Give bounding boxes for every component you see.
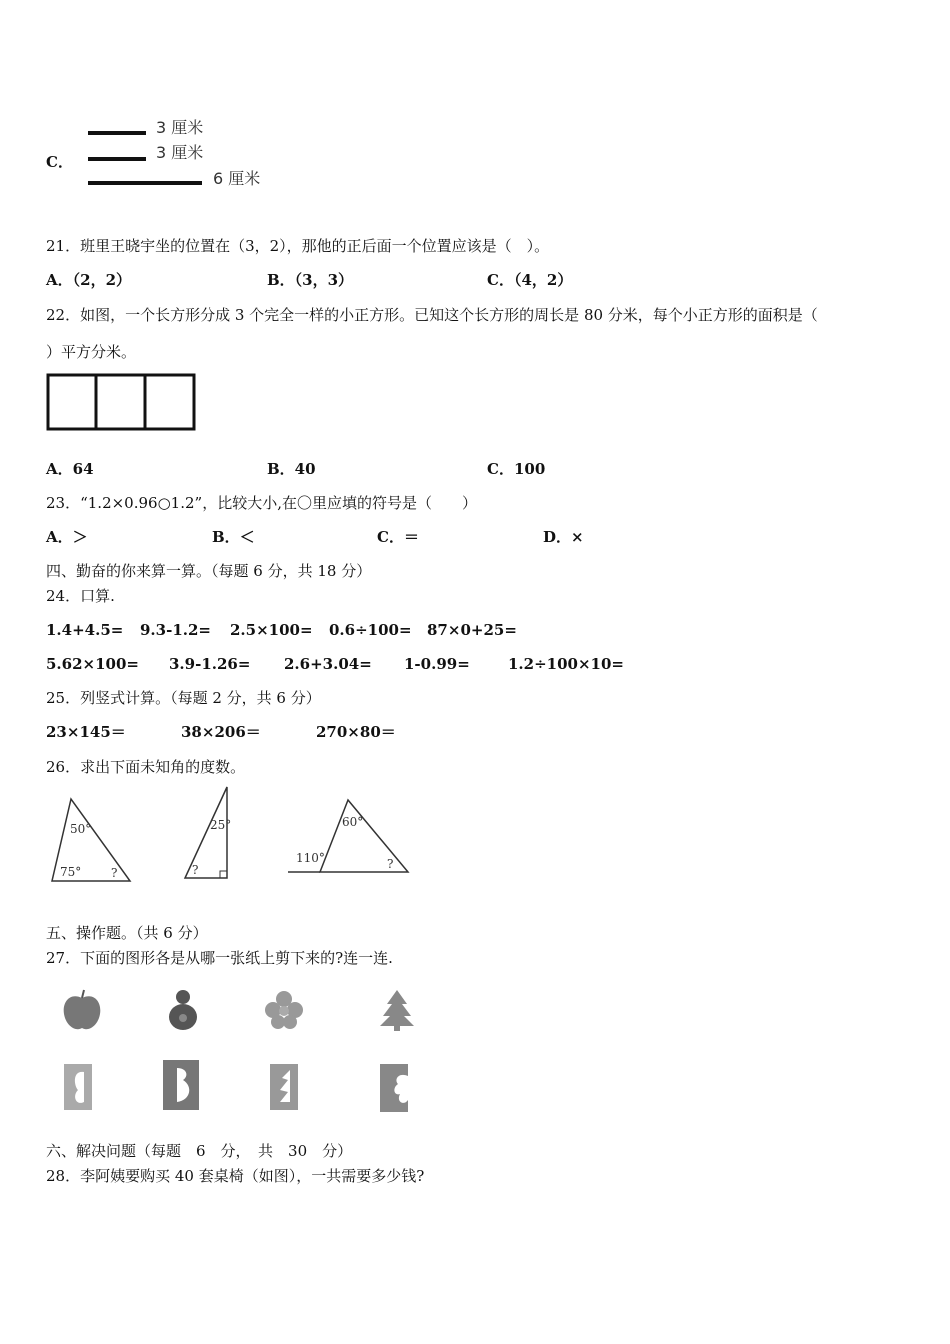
tri3-exterior-angle: 110° [296,851,325,865]
q21-option-c[interactable]: C．（4，2） [487,271,573,289]
q20-option-c-label: C． [46,153,73,171]
q24-item: 2.5×100= [230,621,313,639]
tri3-unknown: ? [387,857,394,871]
q28-stem: 28．李阿姨要购买 40 套桌椅（如图），一共需要多少钱? [46,1167,425,1185]
q22-option-a[interactable]: A．64 [46,460,94,478]
q21-option-a[interactable]: A．（2，2） [46,271,132,289]
section5-title: 五、操作题。（共 6 分） [46,924,208,942]
segment-6cm [88,181,202,185]
q24-item: 9.3-1.2= [140,621,211,639]
tri1-unknown: ? [111,866,118,880]
section4-title: 四、勤奋的你来算一算。（每题 6 分，共 18 分） [46,562,372,580]
section6-title: 六、解决问题（每题 6 分， 共 30 分） [46,1142,353,1160]
q24-item: 3.9-1.26= [169,655,251,673]
q21-option-b[interactable]: B．（3，3） [267,271,354,289]
q21-stem: 21．班里王晓宇坐的位置在（3，2），那他的正后面一个位置应该是（ ）。 [46,237,550,255]
segment-3cm-b [88,157,146,161]
q24-item: 1.2÷100×10= [508,655,624,673]
gourd-shape [166,985,200,1033]
q24-item: 1.4+4.5= [46,621,124,639]
q24-item: 87×0+25= [427,621,517,639]
q23-stem: 23．“1.2×0.96○1.2”，比较大小,在〇里应填的符号是（ ） [46,494,477,512]
tri2-top-angle: 25° [210,818,232,832]
q24-item: 1-0.99= [404,655,470,673]
q23-option-a[interactable]: A．＞ [46,528,88,546]
apple-shape [60,988,104,1032]
q23-option-c[interactable]: C．＝ [377,528,419,546]
segment-3cm-a [88,131,146,135]
q22-option-b[interactable]: B．40 [267,460,316,478]
q25-stem: 25．列竖式计算。（每题 2 分，共 6 分） [46,689,321,707]
paper-sheet-2 [161,1058,201,1112]
q26-stem: 26．求出下面未知角的度数。 [46,758,246,776]
q23-option-d[interactable]: D．× [543,528,584,546]
q25-item: 23×145＝ [46,723,126,741]
tri1-top-angle: 50° [70,822,92,836]
tri1-left-angle: 75° [60,865,82,879]
q25-item: 270×80＝ [316,723,396,741]
q24-item: 2.6+3.04= [284,655,372,673]
q24-item: 0.6÷100= [329,621,412,639]
q22-stem-line2: ）平方分米。 [46,343,137,361]
triangle-1 [46,795,136,885]
segment-6cm-label: 6 厘米 [213,169,261,188]
q22-option-c[interactable]: C．100 [487,460,546,478]
paper-sheet-1 [62,1062,96,1112]
paper-sheet-4 [378,1062,412,1114]
q23-option-b[interactable]: B．＜ [212,528,255,546]
q27-stem: 27．下面的图形各是从哪一张纸上剪下来的?连一连. [46,949,393,967]
tree-shape [377,988,417,1032]
tri3-top-angle: 60° [342,815,364,829]
q22-stem-line1: 22．如图，一个长方形分成 3 个完全一样的小正方形。已知这个长方形的周长是 80 分米，每个小正方形的面积是（ [46,306,818,324]
segment-3cm-b-label: 3 厘米 [156,143,204,162]
q25-item: 38×206＝ [181,723,261,741]
three-squares-figure [46,372,198,434]
q24-item: 5.62×100= [46,655,139,673]
triangle-2 [180,783,232,883]
flower-shape [262,988,306,1032]
segment-3cm-a-label: 3 厘米 [156,118,204,137]
paper-sheet-3 [268,1062,302,1112]
triangle-3 [286,796,416,876]
q24-stem: 24．口算. [46,587,115,605]
tri2-unknown: ? [192,863,199,877]
